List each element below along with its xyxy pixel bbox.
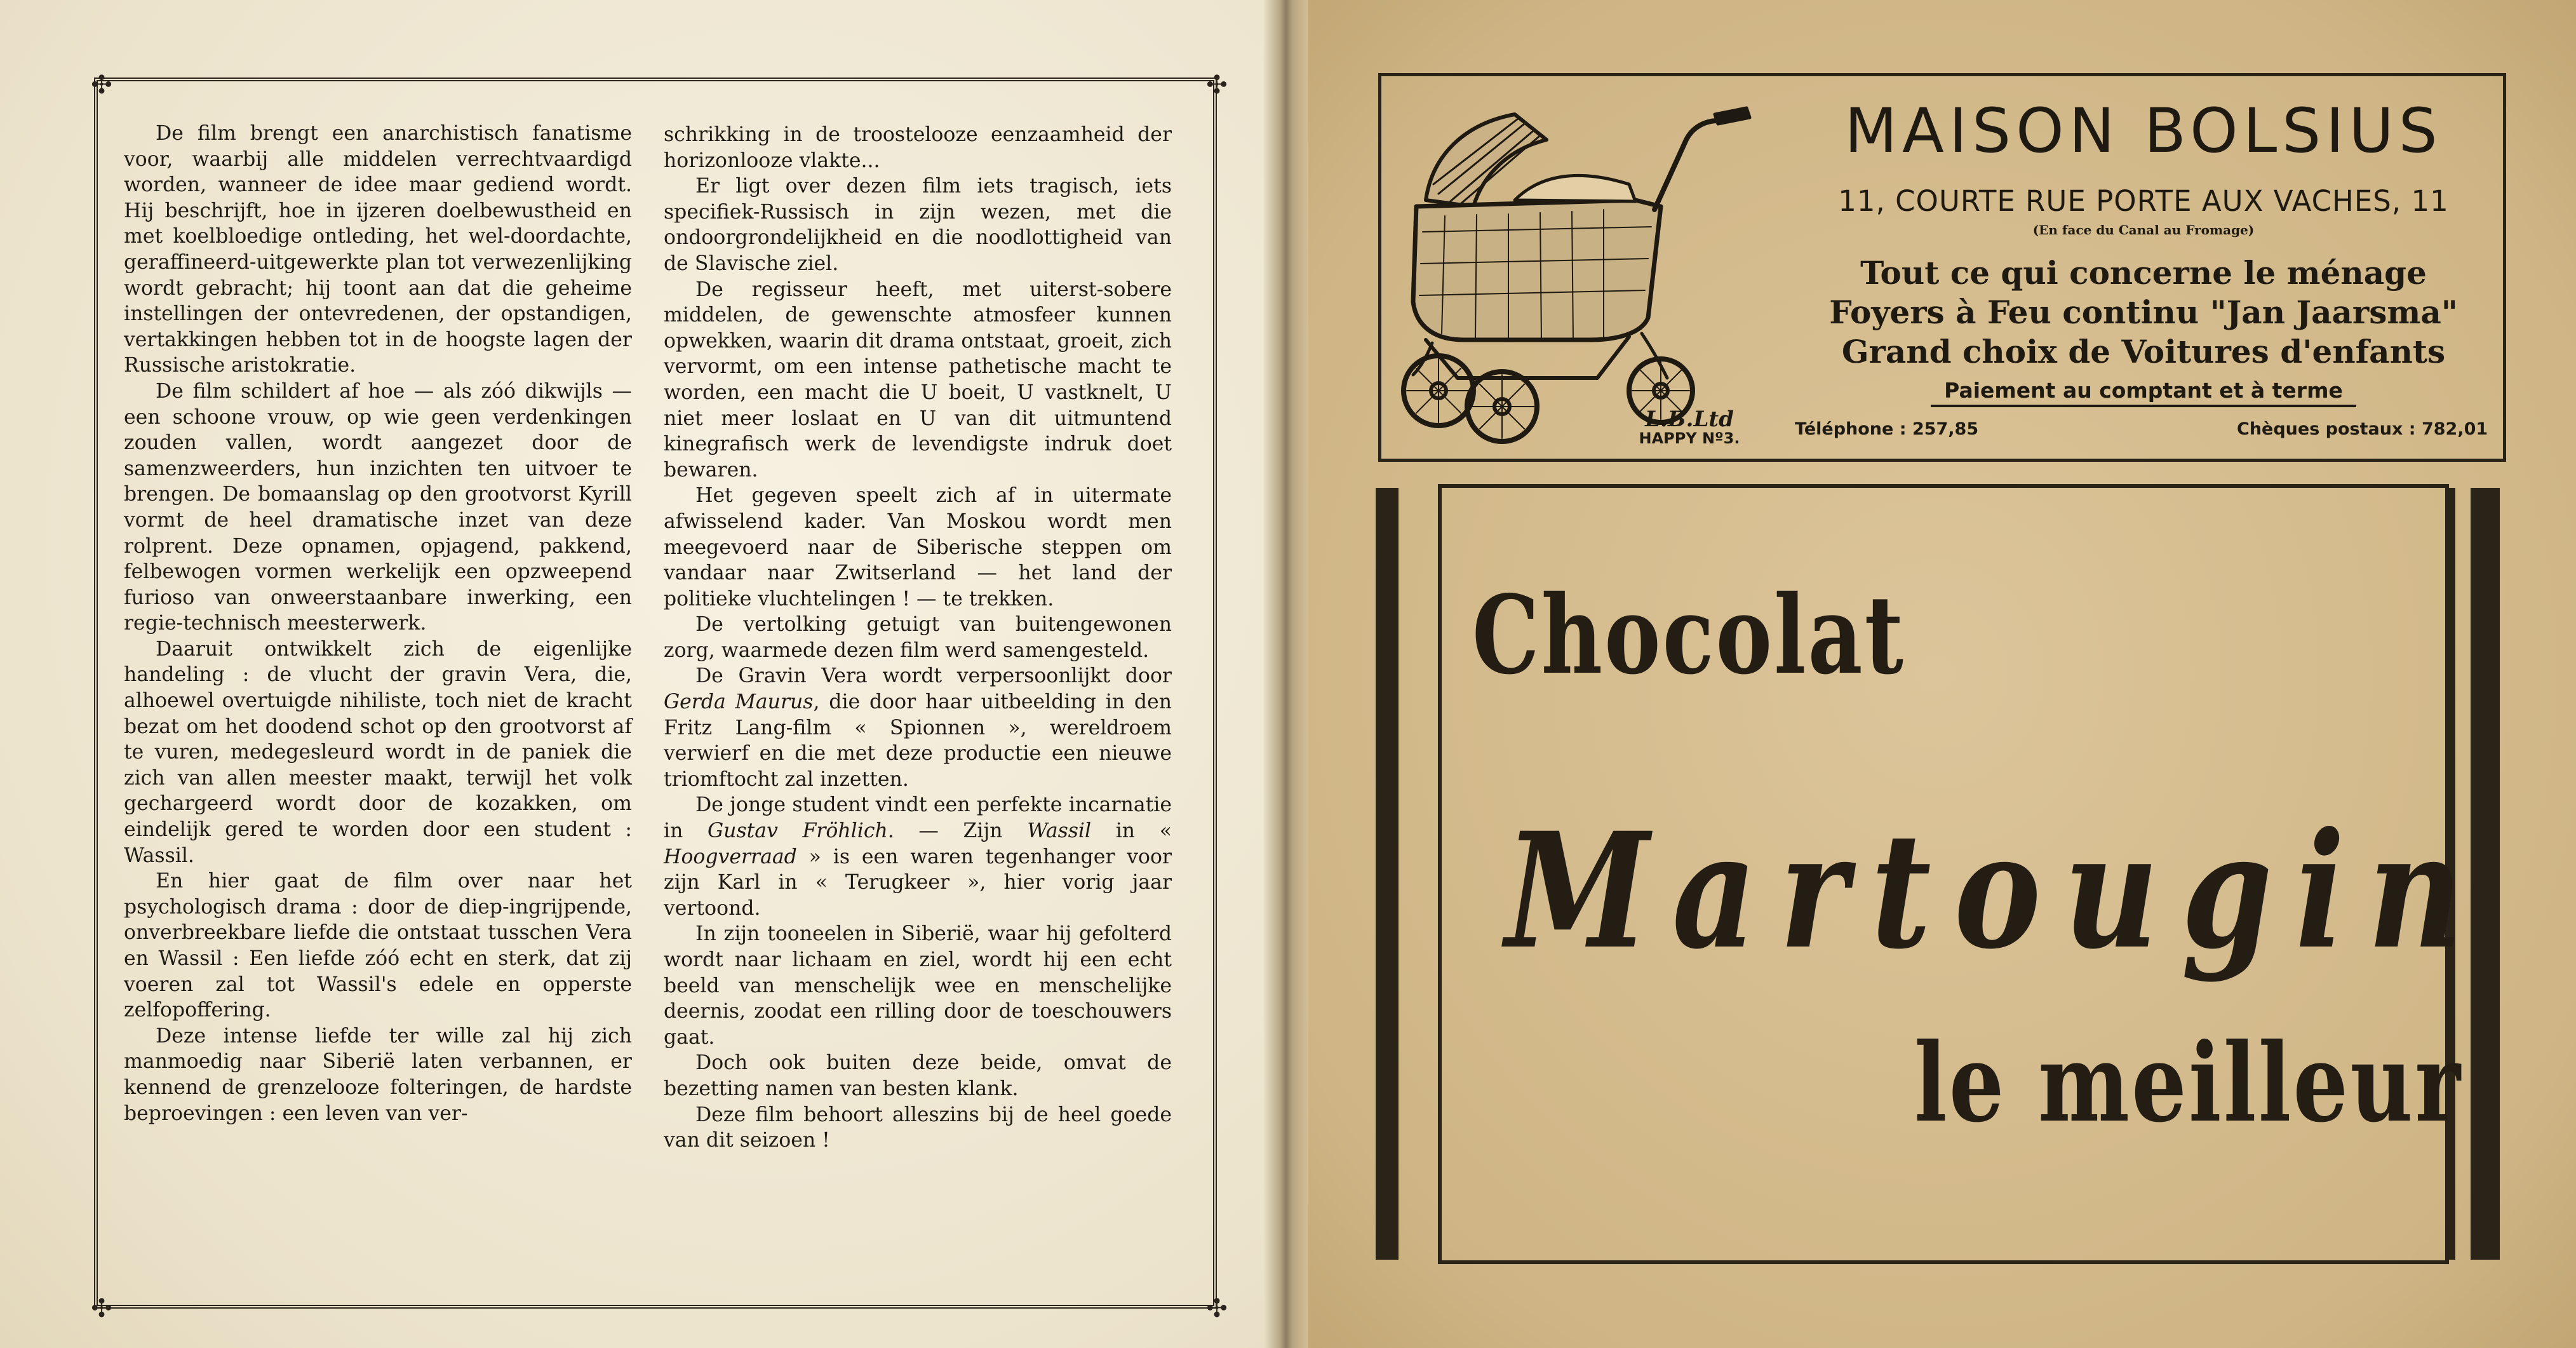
article-paragraph: De regisseur heeft, met uiterst-sobere middelen, de gewenschte atmosfeer kunnen opwekken, waarin dit drama ontstaat, groeit, zich vervormt, om een intense pathetische macht te worden, een macht die U boeit, U vastknelt, U niet meer loslaat en U van dit uitmuntend kinegrafisch werk de levendigste indruk doet bewaren. [664, 278, 1172, 482]
ad-payment-terms: Paiement au comptant et à terme [1931, 378, 2356, 407]
article-column-left [124, 121, 632, 1126]
ad-line-household: Tout ce qui concerne le ménage [1860, 254, 2427, 292]
chocolate-ad-slogan: le meilleur [1914, 1020, 2463, 1147]
chocolate-ad-bar-left [1376, 488, 1399, 1260]
article-paragraph: De vertolking getuigt van buitengewonen zorg, waarmede dezen film werd samengesteld. [664, 613, 1172, 662]
chocolate-ad-word: Chocolat [1472, 572, 1906, 699]
ad-line-stoves: Foyers à Feu continu "Jan Jaarsma" [1829, 293, 2458, 331]
article-paragraph: Er ligt over dezen film iets tragisch, iets specifiek-Russisch in zijn wezen, met die ondoorgrondelijkheid en die noodlottigheid van de Slavische ziel. [664, 175, 1172, 275]
article-paragraph: De film schildert af hoe — als zóó dikwijls — een schoone vrouw, op wie geen verdenkingen zouden vallen, wordt aangezet door de samenzweerders, hun inzichten ten uitvoer te brengen. De bomaanslag op den grootvorst Kyrill vormt de heel dramatische inzet van deze rolprent. Deze opnamen, opjagend, pakkend, felbewogen vormen werkelijk een opzweepend furioso van onweerstaanbare inwerking, een regie-technisch meesterwerk. [124, 379, 632, 635]
corner-ornament-icon: ✣ [91, 71, 112, 100]
article-paragraph: Het gegeven speelt zich af in uitermate afwisselend kader. Van Moskou wordt men meegevoerd naar de Siberische steppen om vandaar naar Zwitserland — het land der politieke vluchtelingen ! — te trekken. [664, 484, 1172, 610]
actor-name: Gustav Fröhlich [708, 819, 888, 843]
article-paragraph: Daaruit ontwikkelt zich de eigenlijke handeling : de vlucht der gravin Vera, die, alhoewel overtuigde nihiliste, toch niet de kracht bezat om het doodend schot op den grootvorst af te vuren, medegesleurd wordt in de paniek die zich van allen meester maakt, terwijl het volk gechargeerd wordt door de kozakken, om eindelijk gered te worden door een student : Wassil. [124, 637, 632, 867]
pram-model: HAPPY Nº3. [1639, 429, 1740, 447]
article-paragraph: schrikking in de troostelooze eenzaamheid der horizonlooze vlakte... [664, 123, 1172, 172]
role-name: Wassil [1027, 819, 1092, 843]
chocolate-ad-brand: Martougin [1505, 797, 2486, 984]
page-gutter [1264, 0, 1308, 1348]
article-paragraph: De film brengt een anarchistisch fanatisme voor, waarbij alle middelen verrechtvaardigd worden, wanneer de idee maar gediend wordt. Hij beschrijft, hoe in ijzeren doelbewustheid en met koelbloedige ontleding, het wel-doordachte, geraffineerd-uitgewerkte plan tot verwezenlijking wordt gebracht; hij toont aan dat die geheime instellingen der ontevredenen, der opstandigen, vertakkingen hebben tot in de hoogste lagen der Russische aristokratie. [124, 122, 632, 377]
article-paragraph: De Gravin Vera wordt verpersoonlijkt door Gerda Maurus, die door haar uitbeelding in den Fritz Lang-film « Spionnen », wereldroem verwierf en die met deze productie een nieuwe triomftocht zal inzetten. [664, 664, 1172, 791]
ad-line-prams: Grand choix de Voitures d'enfants [1841, 333, 2446, 370]
ad-address-note: (En face du Canal au Fromage) [2032, 222, 2255, 238]
pram-illustration-icon [1388, 79, 1775, 454]
actress-name: Gerda Maurus [664, 691, 814, 714]
ad-phone: Téléphone : 257,85 [1795, 419, 1979, 439]
article-paragraph: De jonge student vindt een perfekte incarnatie in Gustav Fröhlich. — Zijn Wassil in « Hoogverraad » is een waren tegenhanger voor zijn Karl in « Terugkeer », hier vorig jaar vertoond. [664, 793, 1172, 920]
article-paragraph: Deze film behoort alleszins bij de heel goede van dit seizoen ! [664, 1103, 1172, 1152]
article-column-right [664, 122, 1172, 1154]
article-paragraph: In zijn tooneelen in Siberië, waar hij gefolterd wordt naar lichaam en ziel, wordt hij een echt beeld van menschelijk wee en menschelijke deernis, zoodat een rilling door de toeschouwers gaat. [664, 922, 1172, 1049]
ad-address: 11, COURTE RUE PORTE AUX VACHES, 11 [1838, 184, 2449, 218]
corner-ornament-icon: ✣ [91, 1294, 112, 1323]
article-paragraph: En hier gaat de film over naar het psychologisch drama : door de diep-ingrijpende, onverbreekbare liefde die ontstaat tusschen Vera en Wassil : Een liefde zóó echt en sterk, dat zij voeren zal tot Wassil's edele en opperste zelfopoffering. [124, 870, 632, 1022]
corner-ornament-icon: ✣ [1206, 1294, 1228, 1323]
article-paragraph: Deze intense liefde ter wille zal hij zich manmoedig naar Siberië laten verbannen, er kennend de grenzelooze folteringen, de hardste beproevingen : een leven van ver- [124, 1024, 632, 1125]
film-title: Hoogverraad [664, 845, 797, 868]
ad-postal-account: Chèques postaux : 782,01 [2237, 419, 2488, 439]
corner-ornament-icon: ✣ [1206, 71, 1228, 100]
article-paragraph: Doch ook buiten deze beide, omvat de bezetting namen van besten klank. [664, 1051, 1172, 1100]
ad-shop-title: MAISON BOLSIUS [1844, 95, 2443, 166]
pram-brand: L.B.Ltd [1645, 407, 1734, 432]
pram-brand-mark [1629, 407, 1750, 447]
